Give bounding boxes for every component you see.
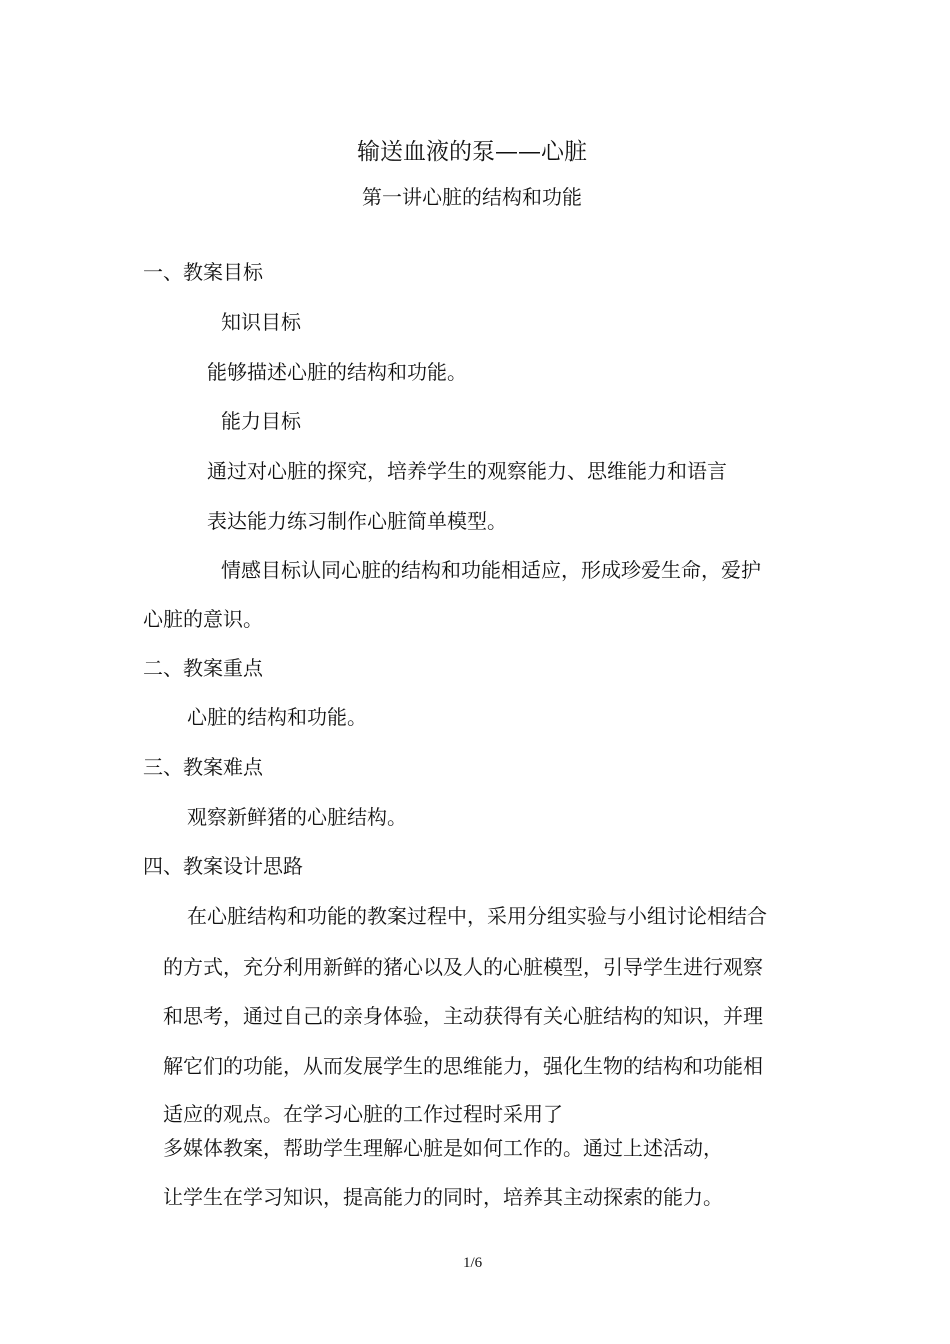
section-heading-key-points: 二、教案重点 <box>143 656 263 680</box>
section-heading-goals: 一、教案目标 <box>143 260 263 284</box>
paragraph-line: 适应的观点。在学习心脏的工作过程时采用了 <box>163 1102 563 1126</box>
section-heading-difficulties: 三、教案难点 <box>143 755 263 779</box>
paragraph-line: 和思考，通过自己的亲身体验，主动获得有关心脏结构的知识，并理 <box>163 1004 763 1028</box>
paragraph-line: 在心脏结构和功能的教案过程中，采用分组实验与小组讨论相结合 <box>187 904 767 928</box>
paragraph-line: 解它们的功能，从而发展学生的思维能力，强化生物的结构和功能相 <box>163 1054 763 1078</box>
paragraph-line: 情感目标认同心脏的结构和功能相适应，形成珍爱生命，爱护 <box>221 558 761 582</box>
paragraph-line: 观察新鲜猪的心脏结构。 <box>187 805 407 829</box>
section-heading-design-ideas: 四、教案设计思路 <box>143 854 303 878</box>
paragraph-line: 的方式，充分利用新鲜的猪心以及人的心脏模型，引导学生进行观察 <box>163 955 763 979</box>
paragraph-line: 表达能力练习制作心脏简单模型。 <box>207 509 507 533</box>
document-title: 输送血液的泵——心脏 <box>357 139 587 165</box>
paragraph-line: 通过对心脏的探究，培养学生的观察能力、思维能力和语言 <box>207 459 727 483</box>
page-number: 1/6 <box>463 1255 483 1271</box>
paragraph-line: 心脏的结构和功能。 <box>187 705 367 729</box>
paragraph-line: 心脏的意识。 <box>143 607 263 631</box>
paragraph-line: 能够描述心脏的结构和功能。 <box>207 360 467 384</box>
subheading-ability-goal: 能力目标 <box>221 409 301 433</box>
paragraph-line: 让学生在学习知识，提高能力的同时，培养其主动探索的能力。 <box>163 1185 723 1209</box>
subheading-knowledge-goal: 知识目标 <box>221 310 301 334</box>
paragraph-line: 多媒体教案，帮助学生理解心脏是如何工作的。通过上述活动， <box>163 1136 723 1160</box>
document-subtitle: 第一讲心脏的结构和功能 <box>362 185 582 209</box>
